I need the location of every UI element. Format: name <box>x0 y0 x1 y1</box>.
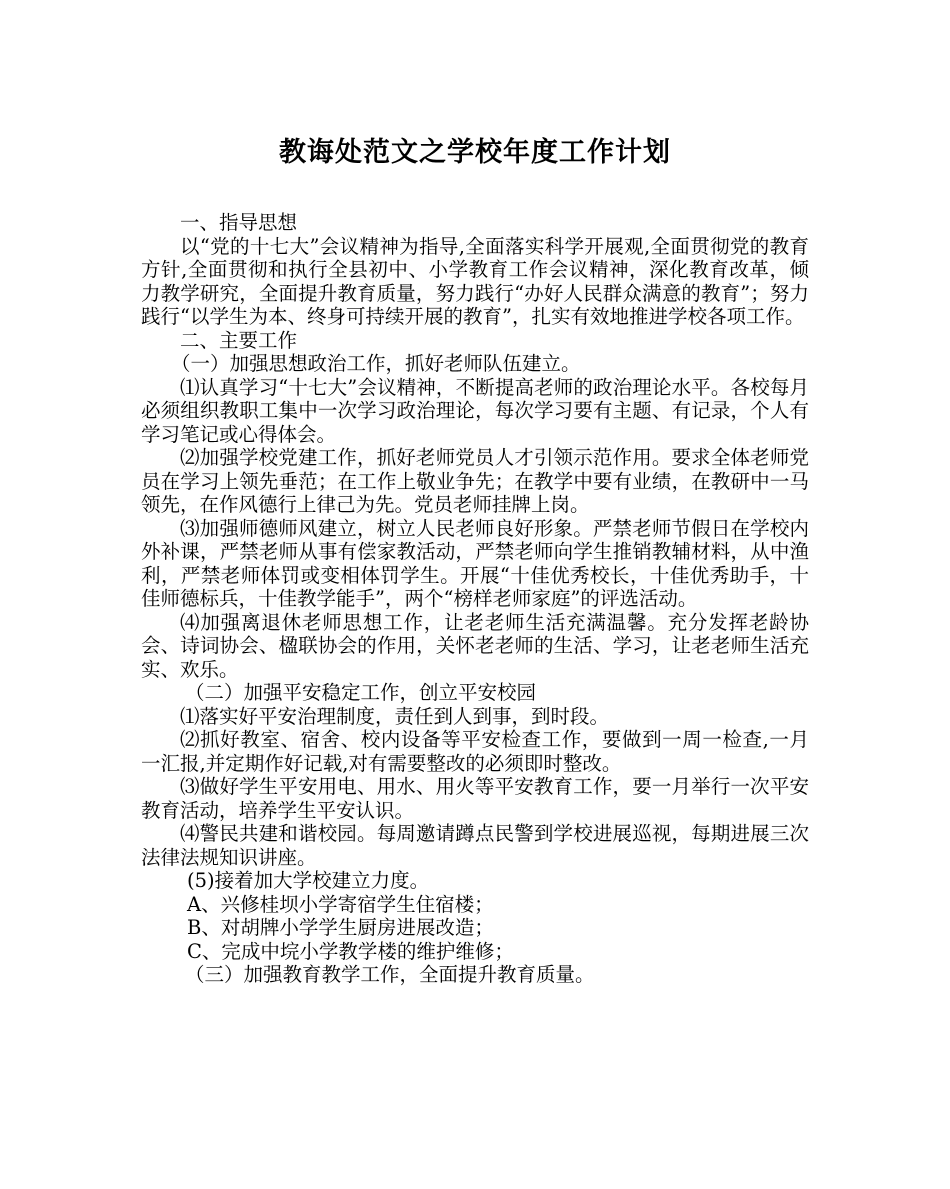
document-body <box>141 211 809 987</box>
paragraph: ⑵抓好教室、宿舍、校内设备等平安检查工作，要做到一周一检查,一月一汇报,并定期作好记载,对有需要整改的必须即时整改。 <box>141 728 809 775</box>
list-item: A、兴修桂坝小学寄宿学生住宿楼； <box>187 892 494 916</box>
subsection-heading: （二）加强平安稳定工作，创立平安校园 <box>185 681 537 704</box>
paragraph: ⑴落实好平安治理制度，责任到人到事，到时段。 <box>180 704 610 728</box>
paragraph: ⑵加强学校党建工作，抓好老师党员人才引领示范作用。要求全体老师党员在学习上领先垂范；在工作上敬业争先；在教学中要有业绩，在教研中一马领先，在作风德行上律己为先。党员老师挂牌上岗。 <box>141 446 809 516</box>
paragraph: ⑷加强离退休老师思想工作，让老老师生活充满温馨。充分发挥老龄协会、诗词协会、楹联协会的作用，关怀老老师的生活、学习，让老老师生活充实、欢乐。 <box>141 610 809 681</box>
document-title: 教诲处范文之学校年度工作计划 <box>279 137 671 168</box>
subsection-heading: （一）加强思想政治工作，抓好老师队伍建立。 <box>171 352 581 375</box>
list-item: C、完成中垸小学教学楼的维护维修； <box>187 939 514 963</box>
paragraph: (5)接着加大学校建立力度。 <box>187 869 430 892</box>
paragraph: ⑴认真学习“十七大”会议精神，不断提高老师的政治理论水平。各校每月必须组织教职工集中一次学习政治理论，每次学习要有主题、有记录，个人有学习笔记或心得体会。 <box>141 375 809 446</box>
paragraph: ⑶加强师德师风建立，树立人民老师良好形象。严禁老师节假日在学校内外补课，严禁老师从事有偿家教活动，严禁老师向学生推销教辅材料，从中渔利，严禁老师体罚或变相体罚学生。开展“十佳优秀校长，十佳优秀助手，十佳师德标兵，十佳教学能手”，两个“榜样老师家庭”的评选活动。 <box>141 516 809 610</box>
subsection-heading: （三）加强教育教学工作，全面提升教育质量。 <box>185 963 595 986</box>
section-heading: 一、指导思想 <box>180 211 298 234</box>
paragraph: ⑶做好学生平安用电、用水、用火等平安教育工作，要一月举行一次平安教育活动，培养学生平安认识。 <box>141 775 809 822</box>
list-item: B、对胡牌小学学生厨房进展改造； <box>187 916 494 939</box>
section-heading: 二、主要工作 <box>180 328 298 352</box>
paragraph: 以“党的十七大”会议精神为指导,全面落实科学开展观,全面贯彻党的教育方针,全面贯彻和执行全县初中、小学教育工作会议精神，深化教育改革，倾力教学研究，全面提升教育质量，努力践行“办好人民群众满意的教育”；努力践行“以学生为本、终身可持续开展的教育”，扎实有效地推进学校各项工作。 <box>141 234 809 328</box>
paragraph: ⑷警民共建和谐校园。每周邀请蹲点民警到学校进展巡视，每期进展三次法律法规知识讲座。 <box>141 822 809 869</box>
